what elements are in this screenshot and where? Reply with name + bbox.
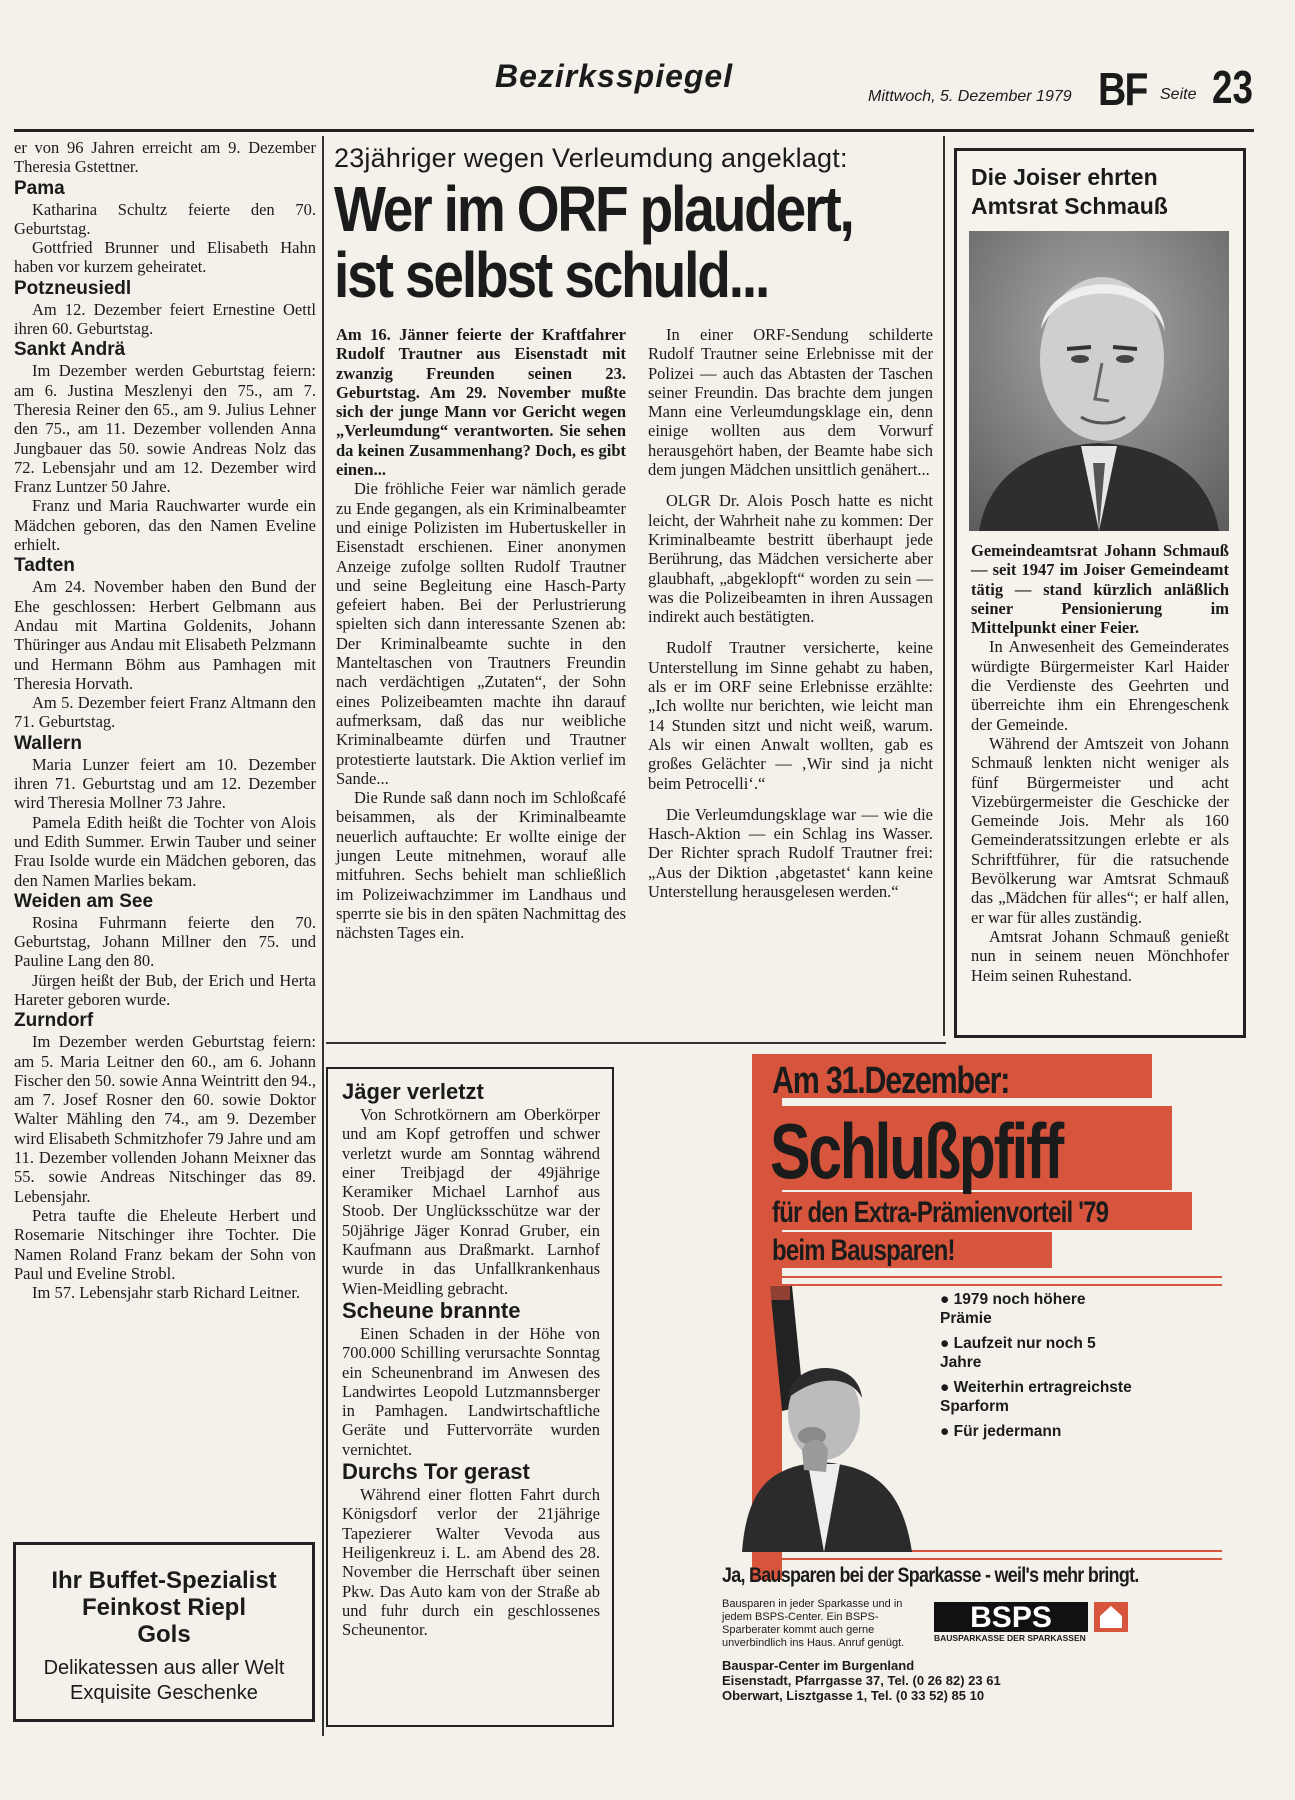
column-paragraph: Katharina Schultz feierte den 70. Geburtstag. — [14, 199, 316, 238]
column-paragraph: Im Dezember werden Geburtstag feiern: am 6. Justina Meszlenyi den 75., am 7. Theresia Reiner den 65., am 9. Julius Lehner den 75., am 11. Dezember vollenden Anna Jungbauer das 50. sowie Andreas Nolz das 72. Lebensjahr und am 12. Dezember wird Franz Luntzer 50 Jahre. — [14, 361, 316, 497]
headline-line: ist selbst schuld... — [334, 239, 769, 311]
news-paragraph: Während einer flotten Fahrt durch Königsdorf verlor der 21jährige Tapezierer Walter Vevoda aus Heiligenkreuz i. L. am Abend des 28. November die Herrschaft über seinen Pkw. Das Auto kam von der Straße ab und fuhr durch ein geschlossenes Scheunentor. — [342, 1485, 600, 1640]
column-divider — [322, 136, 324, 1736]
column-paragraph: Jürgen heißt der Bub, der Erich und Herta Hareter geboren wurde. — [14, 970, 316, 1009]
town-heading-potzneusiedl: Potzneusiedl — [14, 277, 132, 299]
news-heading: Durchs Tor gerast — [342, 1459, 530, 1485]
buffet-ad — [13, 1542, 315, 1722]
column-paragraph: er von 96 Jahren erreicht am 9. Dezember Theresia Gstettner. — [14, 138, 316, 177]
article-lead: Am 16. Jänner feierte der Kraftfahrer Rudolf Trautner aus Eisenstadt mit zwanzig Freunden seinen 23. Geburtstag. Am 29. November mußte sich der junge Mann vor Gericht wegen „Verleumdung“ verantworten. Sie sehen da keinen Zusammenhang? Doch, es gibt einen... — [336, 325, 626, 480]
section-title: Bezirksspiegel — [495, 58, 734, 94]
page-number: 23 — [1212, 61, 1253, 113]
ad-red-line — [752, 1558, 1222, 1560]
news-heading: Jäger verletzt — [342, 1079, 484, 1104]
column-paragraph: Petra taufte die Eheleute Herbert und Rosemarie Nitschinger ihre Tochter. Die Namen Roland Franz bekam der Sohn von Paul und Eveline Strobl. — [14, 1205, 316, 1283]
ad-headline: Schlußpfiff — [770, 1107, 1062, 1195]
joiser-article-box — [954, 148, 1246, 1038]
column-paragraph: Im 57. Lebensjahr starb Richard Leitner. — [32, 1283, 301, 1303]
column-paragraph: Franz und Maria Rauchwarter wurde ein Mädchen geboren, das den Namen Eveline erhielt. — [14, 496, 316, 555]
newspaper-logo: BF — [1098, 63, 1147, 115]
joiser-title: Die Joiser ehrten Amtsrat Schmauß — [971, 164, 1168, 219]
article-paragraph: Während der Amtszeit von Johann Schmauß lenkten nicht weniger als fünf Bürgermeister und acht Vizebürgermeister die Geschicke der Gemeinde Jois. Mehr als 160 Gemeinderatssitzungen erlebte er als Schriftführer, für die ratsuchende Bevölkerung war Amtsrat Schmauß das „Mädchen für alles“; er half allen, er war für alles zuständig. — [971, 733, 1229, 927]
buffet-line: Ihr Buffet-Spezialist — [51, 1567, 277, 1594]
article-paragraph: Die Verleumdungsklage war — wie die Hasch-Aktion — ein Schlag ins Wasser. Der Richter sprach Rudolf Trautner frei: „Aus der Diktion ‚abgetastet‘ kann keine Unterstellung herausgelesen werden.“ — [648, 804, 933, 902]
bsps-logo-subtitle: BAUSPARKASSE DER SPARKASSEN — [934, 1633, 1086, 1643]
article-paragraph: Die Runde saß dann noch im Schloßcafé beisammen, als der Kriminalbeamte neuerlich auftauchte: Er wollte einige der jungen Leute mitnehmen, worauf alle mitfuhren. Sechs behielt man schließlich im Polizeiwachzimmer im Landhaus und sperrte sie bis in den späten Nachmittag des nächsten Tages ein. — [336, 788, 626, 943]
town-heading-zurndorf: Zurndorf — [14, 1010, 94, 1032]
article-paragraph: Die fröhliche Feier war nämlich gerade zu Ende gegangen, als ein Kriminalbeamter und einige Polizisten im Hubertuskeller in Eisenstadt erschienen. Einer anonymen Anzeige zufolge sollten Rudolf Trautner und seine Begleitung eine Hasch-Party gefeiert haben. Bei der Perlustrierung spielten sich dann interessante Szenen ab: Der Kriminalbeamte suchte in den Manteltaschen von Trautners Freundin nach verdächtigen „Zutaten“, der Sohn eines Polizeibeamten machte ihn darauf aufmerksam, daß das nur weibliche Kriminalbeamte dürfen und Trautner protestierte lautstark. Die Aktion verlief im Sande... — [336, 479, 626, 788]
article-paragraph: In Anwesenheit des Gemeinderates würdigte Bürgermeister Karl Haider die Verdienste des Geehrten und überreichte ihm ein Ehrengeschenk der Gemeinde. — [971, 637, 1229, 734]
article-column-1 — [336, 325, 626, 943]
ad-red-line — [752, 1276, 1222, 1278]
bausparen-ad — [712, 1050, 1257, 1790]
joiser-text — [971, 541, 1229, 985]
ad-benefit-item: ● 1979 noch höhere Prämie — [940, 1291, 1086, 1327]
bsps-logo-mark — [934, 1598, 1134, 1632]
column-paragraph: Maria Lunzer feiert am 10. Dezember ihren 71. Geburtstag und am 12. Dezember wird Theresia Mollner 73 Jahre. — [14, 754, 316, 813]
bsps-logo-text: BSPS — [970, 1601, 1052, 1632]
town-heading-wallern: Wallern — [14, 732, 82, 754]
ad-headline: beim Bausparen! — [772, 1234, 955, 1267]
article-paragraph: In einer ORF-Sendung schilderte Rudolf Trautner seine Erlebnisse mit der Polizei — auch das Abtasten der Taschen seiner Freundin. Das brachte dem jungen Mann eine Verleumdungsklage ein, denn einige wollten aus dem Vorwurf herausgehört haben, der Beamte habe sich dem jungen Mädchen unsittlich genähert... — [648, 325, 933, 480]
ad-benefit-list — [940, 1290, 1140, 1447]
buffet-tagline: Delikatessen aus aller Welt — [43, 1657, 285, 1679]
article-paragraph: OLGR Dr. Alois Posch hatte es nicht leicht, der Wahrheit nahe zu kommen: Der Kriminalbeamte bestritt überhaupt jede Berührung, das Mädchen versicherte aber glaubhaft, „abgeklopft“ worden zu sein — was die Polizeibeamten in ihren Aussagen indirekt auch bestätigten. — [648, 491, 933, 627]
portrait-illustration — [969, 231, 1229, 531]
column-paragraph: Pamela Edith heißt die Tochter von Alois und Edith Summer. Erwin Tauber und seiner Frau Isolde wurde ein Mädchen geboren, das den Namen Marlies bekam. — [14, 812, 316, 890]
local-news-content — [342, 1079, 600, 1639]
headline-line: Wer im ORF plaudert, — [334, 173, 853, 245]
ad-slogan: Ja, Bausparen bei der Sparkasse - weil's mehr bringt. — [722, 1564, 1139, 1587]
portrait-photo — [969, 231, 1229, 531]
ad-fineprint: Bausparen in jeder Sparkasse und in jedem BSPS-Center. Ein BSPS-Sparberater kommt auch gerne unverbindlich ins Haus. Anruf genügt. — [722, 1598, 905, 1649]
ad-benefit-item: ● Weiterhin ertragreichste Sparform — [940, 1379, 1132, 1415]
address-line: Bauspar-Center im Burgenland — [722, 1658, 915, 1673]
news-paragraph: Von Schrotkörnern am Oberkörper und am Kopf getroffen und schwer verletzt wurde am Sonntag während einer Treibjagd der 49jährige Keramiker Michael Larnhof aus Stoob. Der Unglücksschütze war der 50jährige Jäger Konrad Gruber, ein Kaufmann aus Draßmarkt. Larnhof wurde in das Unfallkrankenhaus Wien-Meidling gebracht. — [342, 1105, 600, 1298]
article-headline — [334, 173, 853, 311]
buffet-tagline: Exquisite Geschenke — [70, 1682, 258, 1704]
article-paragraph: Amtsrat Johann Schmauß genießt nun in seinem neuen Mönchhofer Heim seinen Ruhestand. — [971, 926, 1229, 985]
birthday-column — [14, 138, 316, 1302]
column-paragraph: Am 24. November haben den Bund der Ehe geschlossen: Herbert Gelbmann aus Andau mit Martina Goldenits, Johann Thüringer aus Andau mit Elisabeth Pelzmann und Hermann Böhm aus Pamhagen mit Theresia Horvath. — [14, 577, 316, 693]
column-paragraph: Im Dezember werden Geburtstag feiern: am 5. Maria Leitner den 60., am 6. Johann Fischer den 50. sowie Anna Weintritt den 94., am 7. Josef Rosner den 60. sowie Doktor Walter Mähling den 74., am 9. Dezember wird Elisabeth Schmitzhofer 79 Jahre und am 11. Dezember vollenden Johann Meixner das 55. sowie Andreas Nitschinger das 89. Lebensjahr. — [14, 1032, 316, 1206]
town-heading-weiden: Weiden am See — [14, 890, 154, 912]
column-paragraph: Am 12. Dezember feiert Ernestine Oettl ihren 60. Geburtstag. — [14, 299, 316, 339]
town-heading-pama: Pama — [14, 177, 65, 199]
local-news-box — [326, 1067, 614, 1727]
address-line: Eisenstadt, Pfarrgasse 37, Tel. (0 26 82) 23 61 — [722, 1673, 1001, 1688]
section-divider — [326, 1042, 946, 1044]
column-paragraph: Gottfried Brunner und Elisabeth Hahn haben vor kurzem geheiratet. — [14, 238, 316, 277]
ad-benefit-item: ● Für jedermann — [940, 1423, 1062, 1440]
address-line: Oberwart, Lisztgasse 1, Tel. (0 33 52) 85 10 — [722, 1688, 985, 1703]
town-heading-tadten: Tadten — [14, 555, 75, 577]
article-kicker: 23jähriger wegen Verleumdung angeklagt: — [334, 143, 848, 173]
news-paragraph: Einen Schaden in der Höhe von 700.000 Schilling verursachte Sonntag ein Scheunenbrand im Anwesen des Landwirtes Leopold Lutzmannsberger in Pamhagen. Landwirtschaftliche Geräte und Futtervorräte wurden vernichtet. — [342, 1323, 600, 1459]
ad-headline: Am 31.Dezember: — [772, 1060, 1010, 1102]
man-pointing-illustration — [712, 1286, 942, 1552]
page-label: Seite — [1160, 86, 1197, 103]
issue-date: Mittwoch, 5. Dezember 1979 — [868, 88, 1072, 105]
news-heading: Scheune brannte — [342, 1297, 521, 1323]
ad-address — [722, 1658, 1082, 1703]
column-paragraph: Am 5. Dezember feiert Franz Altmann den 71. Geburtstag. — [14, 693, 316, 732]
column-paragraph: Rosina Fuhrmann feierte den 70. Geburtstag, Johann Millner den 75. und Pauline Lang den 80. — [14, 912, 316, 971]
header-rule — [14, 129, 1254, 132]
buffet-line: Gols — [137, 1621, 191, 1648]
column-divider — [943, 136, 945, 1036]
buffet-line: Feinkost Riepl — [81, 1594, 247, 1621]
bsps-logo — [934, 1598, 1134, 1632]
ad-headline: für den Extra-Prämienvorteil '79 — [772, 1196, 1109, 1229]
town-heading-sankt-andrae: Sankt Andrä — [14, 339, 126, 361]
photo-caption: Gemeindeamtsrat Johann Schmauß — seit 1947 im Joiser Gemeindeamt tätig — stand kürzlich anläßlich seiner Pensionierung im Mittelpunkt einer Feier. — [971, 541, 1229, 638]
article-paragraph: Rudolf Trautner versicherte, keine Unterstellung im Sinne gehabt zu haben, als er im ORF seine Erlebnisse erzählte: „Ich wollte nur berichten, wie leicht man 14 Stunden sitzt und nicht weiß, warum. Als wir einen Anwalt wollten, gab es großes Gelächter — ‚Wir sind ja nicht beim Petrocelli‘.“ — [648, 638, 933, 793]
article-column-2 — [648, 325, 933, 901]
ad-benefit-item: ● Laufzeit nur noch 5 Jahre — [940, 1335, 1096, 1371]
